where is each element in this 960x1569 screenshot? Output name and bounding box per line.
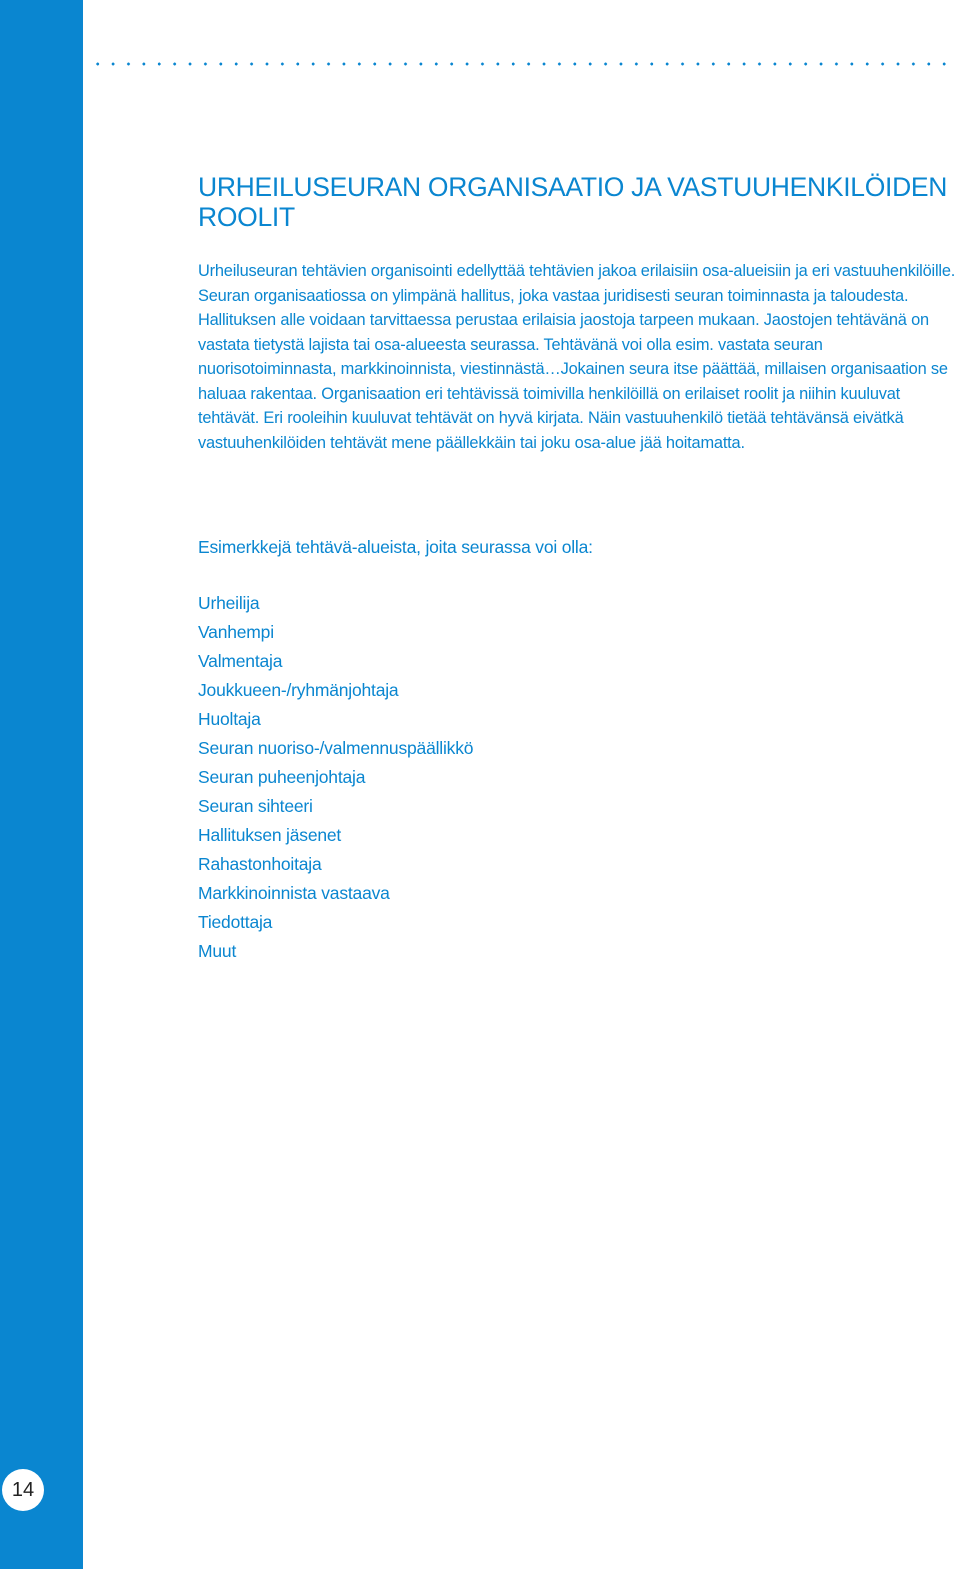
list-item: Hallituksen jäsenet <box>198 825 342 845</box>
list-item: Seuran sihteeri <box>198 796 313 816</box>
left-sidebar-band <box>0 0 83 1569</box>
list-item: Seuran nuoriso-/valmennuspäällikkö <box>198 738 474 758</box>
list-item: Muut <box>198 941 237 961</box>
list-item: Vanhempi <box>198 622 274 642</box>
dotted-divider <box>90 62 948 66</box>
list-item: Rahastonhoitaja <box>198 854 322 874</box>
list-item: Markkinoinnista vastaava <box>198 883 390 903</box>
main-content <box>198 172 956 966</box>
page-number-badge: 14 <box>2 1469 44 1511</box>
intro-paragraph: Urheiluseuran tehtävien organisointi edellyttää tehtävien jakoa erilaisiin osa-alueisiin ja eri vastuuhenkilöille. Seuran organisaatiossa on ylimpänä hallitus, joka vastaa juridisesti seuran toiminnasta ja taloudesta. Hallituksen alle voidaan tarvittaessa perustaa erilaisia jaostoja tarpeen mukaan. Jaostojen tehtävänä on vastata tietystä lajista tai osa-alueesta seurassa. Tehtävänä voi olla esim. vastata seuran nuorisotoiminnasta, markkinoinnista, viestinnästä…Jokainen seura itse päättää, millaisen organisaation se haluaa rakentaa. Organisaation eri tehtävissä toimivilla henkilöillä on erilaiset roolit ja niihin kuuluvat tehtävät. Eri rooleihin kuuluvat tehtävät on hyvä kirjata. Näin vastuuhenkilö tietää tehtävänsä eivätkä vastuuhenkilöiden tehtävät mene päällekkäin tai joku osa-alue jää hoitamatta. <box>198 262 956 452</box>
list-heading: Esimerkkejä tehtävä-alueista, joita seurassa voi olla: <box>198 537 593 557</box>
list-item: Valmentaja <box>198 651 283 671</box>
list-item: Tiedottaja <box>198 912 273 932</box>
list-item: Huoltaja <box>198 709 261 729</box>
page-title: URHEILUSEURAN ORGANISAATIO JA VASTUUHENKILÖIDEN ROOLIT <box>198 172 948 232</box>
list-item: Urheilija <box>198 593 260 613</box>
list-item: Joukkueen-/ryhmänjohtaja <box>198 680 399 700</box>
list-item: Seuran puheenjohtaja <box>198 767 366 787</box>
roles-list <box>198 589 956 966</box>
